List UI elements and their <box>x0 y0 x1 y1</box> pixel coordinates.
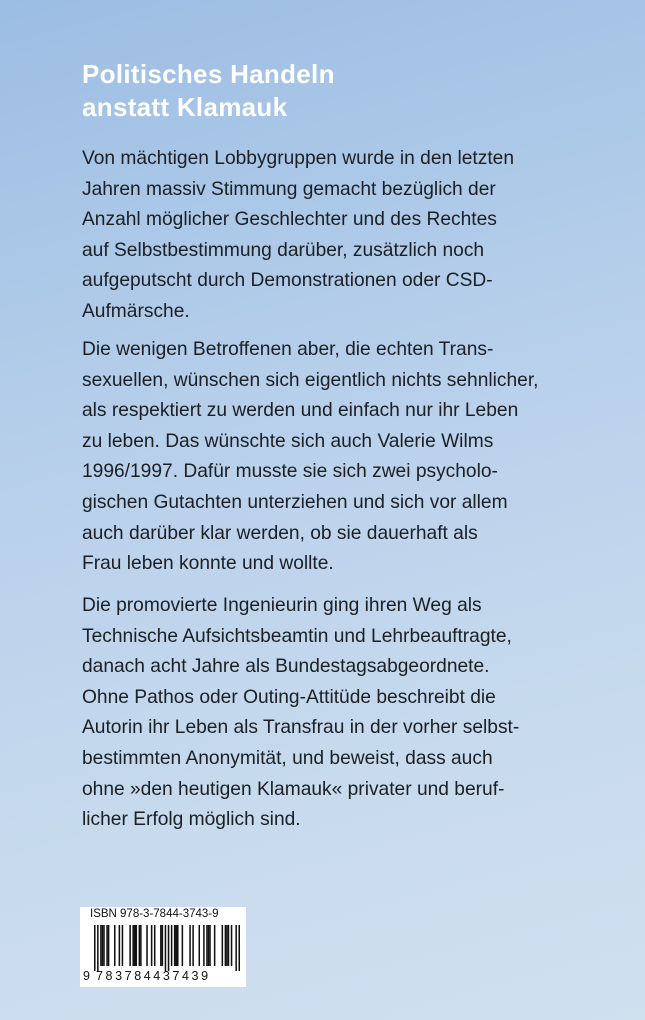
barcode-bar <box>174 925 176 966</box>
barcode-bar <box>97 925 99 971</box>
barcode-bar <box>175 925 177 966</box>
barcode-bar <box>171 925 173 966</box>
barcode-bar <box>209 925 211 966</box>
barcode-bar <box>140 925 142 966</box>
barcode-bar <box>132 925 134 966</box>
barcode-bar <box>199 925 201 966</box>
barcode-bar <box>114 925 116 966</box>
text-line: Ohne Pathos oder Outing-Attitüde beschreibt die <box>82 686 496 708</box>
blurb-paragraph-3 <box>82 591 562 836</box>
barcode-bar <box>129 925 131 966</box>
barcode-bar <box>168 925 170 971</box>
barcode-bar <box>214 925 216 966</box>
text-line: Anzahl möglicher Geschlechter und des Rechtes <box>82 209 497 231</box>
text-line: licher Erfolg möglich sind. <box>82 809 301 831</box>
barcode-bar <box>119 925 121 966</box>
text-line: auf Selbstbestimmung darüber, zusätzlich noch <box>82 239 485 261</box>
barcode-bar <box>154 925 156 966</box>
barcode-bar <box>165 925 167 971</box>
ean-digits: 783784437439 <box>96 969 211 983</box>
headline-line: anstatt Klamauk <box>82 92 288 122</box>
text-line: ohne »den heutigen Klamauk« privater und beruf- <box>82 778 505 800</box>
ean-first-digit: 9 <box>83 969 90 983</box>
barcode-bar <box>182 925 184 966</box>
text-line: gischen Gutachten unterziehen und sich vor allem <box>82 491 508 513</box>
text-line: sexuellen, wünschen sich eigentlich nichts sehnlicher, <box>82 369 539 391</box>
text-line: 1996/1997. Dafür musste sie sich zwei psycholo- <box>82 461 498 483</box>
barcode-bar <box>146 925 148 966</box>
barcode-bar <box>208 925 210 966</box>
barcode-bar <box>228 925 230 966</box>
barcode-bar <box>203 925 205 966</box>
barcode-bars <box>94 925 240 971</box>
text-line: Autorin ihr Leben als Transfrau in der vorher selbst- <box>82 717 520 739</box>
barcode-bar <box>102 925 104 966</box>
text-line: danach acht Jahre als Bundestagsabgeordnete. <box>82 656 490 678</box>
isbn-label: ISBN 978-3-7844-3743-9 <box>90 908 219 920</box>
barcode-bar <box>226 925 228 966</box>
barcode-bar <box>108 925 110 966</box>
barcode-bar <box>94 925 96 971</box>
headline <box>82 58 562 124</box>
text-line: Technische Aufsichtsbeamtin und Lehrbeauftragte, <box>82 625 512 647</box>
barcode-bar <box>160 925 162 966</box>
text-line: Von mächtigen Lobbygruppen wurde in den letzten <box>82 148 515 169</box>
text-line: Die promovierte Ingenieurin ging ihren Weg als <box>82 595 482 616</box>
barcode-bar <box>100 925 102 966</box>
barcode-bar <box>134 925 136 966</box>
barcode-bar <box>151 925 153 966</box>
blurb-paragraph-1 <box>82 144 562 328</box>
barcode-bar <box>103 925 105 966</box>
barcode-bar <box>231 925 233 966</box>
blurb-paragraph-2 <box>82 335 562 580</box>
barcode-bar <box>235 925 237 971</box>
barcode-bar <box>189 925 191 966</box>
barcode-bar <box>192 925 194 966</box>
barcode-bar <box>122 925 124 966</box>
headline-line: Politisches Handeln <box>82 59 335 89</box>
barcode-bar <box>139 925 141 966</box>
text-line: zu leben. Das wünschte sich auch Valerie Wilms <box>82 430 494 452</box>
barcode-bar <box>206 925 208 966</box>
text-line: Die wenigen Betroffenen aber, die echten Trans- <box>82 339 494 360</box>
text-line: Aufmärsche. <box>82 300 190 322</box>
barcode-bar <box>135 925 137 966</box>
text-line: bestimmten Anonymität, und beweist, dass auch <box>82 747 493 769</box>
text-line: aufgeputscht durch Demonstrationen oder CSD- <box>82 270 493 292</box>
text-line: Frau leben konnte und wollte. <box>82 553 334 575</box>
barcode-bar <box>106 925 108 966</box>
text-line: als respektiert zu werden und einfach nur ihr Leben <box>82 400 519 422</box>
barcode-bar <box>222 925 224 966</box>
text-line: auch darüber klar werden, ob sie dauerhaft als <box>82 522 478 544</box>
isbn-barcode <box>80 907 246 987</box>
barcode-bar <box>162 925 164 966</box>
barcode-bar <box>225 925 227 966</box>
text-line: Jahren massiv Stimmung gemacht bezüglich der <box>82 178 496 200</box>
barcode-bar <box>238 925 240 971</box>
barcode-bar <box>177 925 179 966</box>
